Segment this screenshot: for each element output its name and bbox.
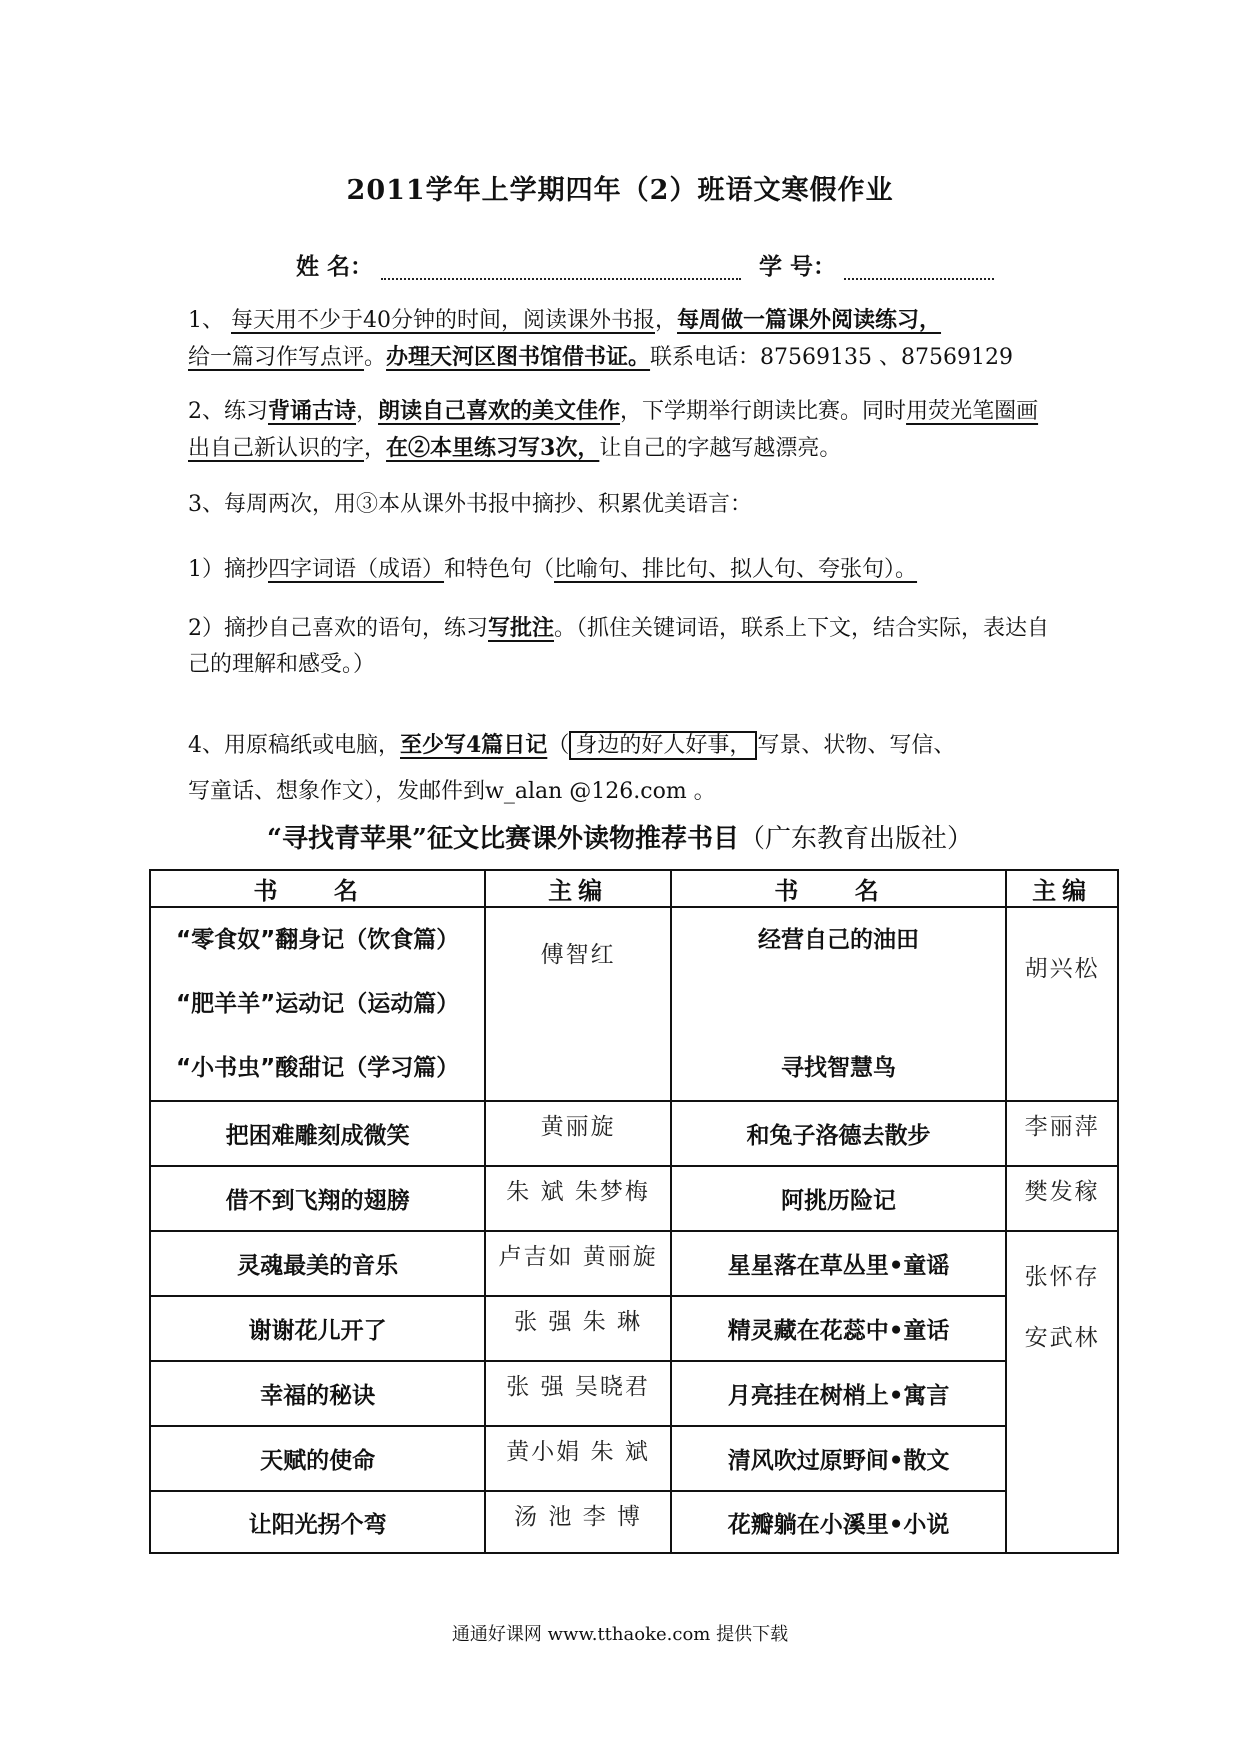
editor-cell: 胡兴松	[1006, 907, 1118, 1101]
email-instruction: 写童话、想象作文），发邮件到w_alan @126.com 。	[188, 779, 716, 804]
book-list-table	[149, 869, 1119, 1554]
table-row: 灵魂最美的音乐 卢吉如 黄丽旋 星星落在草丛里•童谣 张怀存 安武林	[150, 1231, 1118, 1296]
instruction-3-1: 1）摘抄四字词语（成语）和特色句（比喻句、排比句、拟人句、夸张句）。	[188, 557, 918, 582]
header-book-title-right: 书 名	[671, 870, 1006, 907]
student-id-field[interactable]	[844, 256, 994, 280]
student-info-line	[296, 248, 994, 281]
table-row: 幸福的秘诀 张 强 吴晓君 月亮挂在树梢上•寓言	[150, 1361, 1118, 1426]
editor-cell: 傅智红	[485, 907, 671, 1101]
student-id-label: 学 号：	[759, 253, 837, 280]
table-row: 谢谢花儿开了 张 强 朱 琳 精灵藏在花蕊中•童话	[150, 1296, 1118, 1361]
header-editor-right: 主编	[1006, 870, 1118, 907]
table-row: 把困难雕刻成微笑 黄丽旋 和兔子洛德去散步 李丽萍	[150, 1101, 1118, 1166]
table-row: 天赋的使命 黄小娟 朱 斌 清风吹过原野间•散文	[150, 1426, 1118, 1491]
instruction-3: 3、每周两次，用③本从课外书报中摘抄、积累优美语言：	[188, 492, 752, 517]
table-row: 让阳光拐个弯 汤 池 李 博 花瓣躺在小溪里•小说	[150, 1491, 1118, 1553]
footer-credit: 通通好课网 www.tthaoke.com 提供下载	[451, 1624, 789, 1645]
shared-editors-cell: 张怀存 安武林	[1006, 1231, 1118, 1553]
name-label: 姓 名：	[296, 253, 374, 280]
contact-phone: 联系电话：87569135 、87569129	[650, 345, 1013, 370]
instruction-3-2: 2）摘抄自己喜欢的语句，练习写批注。（抓住关键词语，联系上下文，结合实际，表达自己的理解和感受。）	[188, 615, 1050, 677]
header-book-title-left: 书 名	[150, 870, 485, 907]
book-cell: “零食奴”翻身记（饮食篇） “肥羊羊”运动记（运动篇） “小书虫”酸甜记（学习篇）	[150, 907, 485, 1101]
library-card-task: 办理天河区图书馆借书证。	[386, 344, 651, 370]
book-list-heading: “寻找青苹果”征文比赛课外读物推荐书目（广东教育出版社）	[267, 824, 973, 854]
instruction-4: 4、用原稿纸或电脑，至少写4篇日记（ 身边的好人好事， 写景、状物、写信、 写童话、想象作文），发邮件到w_alan @126.com 。	[188, 732, 956, 804]
table-header-row	[150, 870, 1118, 907]
table-row	[150, 907, 1118, 1101]
header-editor-left: 主编	[485, 870, 671, 907]
diary-topic-box: 身边的好人好事，	[569, 731, 757, 760]
instruction-2: 2、练习背诵古诗，朗读自己喜欢的美文佳作，下学期举行朗读比赛。同时用荧光笔圈画出自己新认识的字，在②本里练习写3次，让自己的字越写越漂亮。	[188, 398, 1039, 461]
instruction-1: 1、 每天用不少于40分钟的时间，阅读课外书报，每周做一篇课外阅读练习， 给一篇习作写点评。办理天河区图书馆借书证。联系电话：87569135 、87569129	[188, 307, 1013, 370]
page-title: 2011学年上学期四年（2）班语文寒假作业	[346, 175, 894, 206]
book-cell: 经营自己的油田 寻找智慧鸟	[671, 907, 1006, 1101]
table-row: 借不到飞翔的翅膀 朱 斌 朱梦梅 阿挑历险记 樊发稼	[150, 1166, 1118, 1231]
weekly-exercise-task: 每周做一篇课外阅读练习，	[677, 307, 942, 333]
reading-task: 每天用不少于40分钟的时间，阅读课外书报	[231, 308, 655, 333]
review-task: 给一篇习作写点评	[188, 345, 365, 370]
name-field[interactable]	[381, 256, 741, 280]
